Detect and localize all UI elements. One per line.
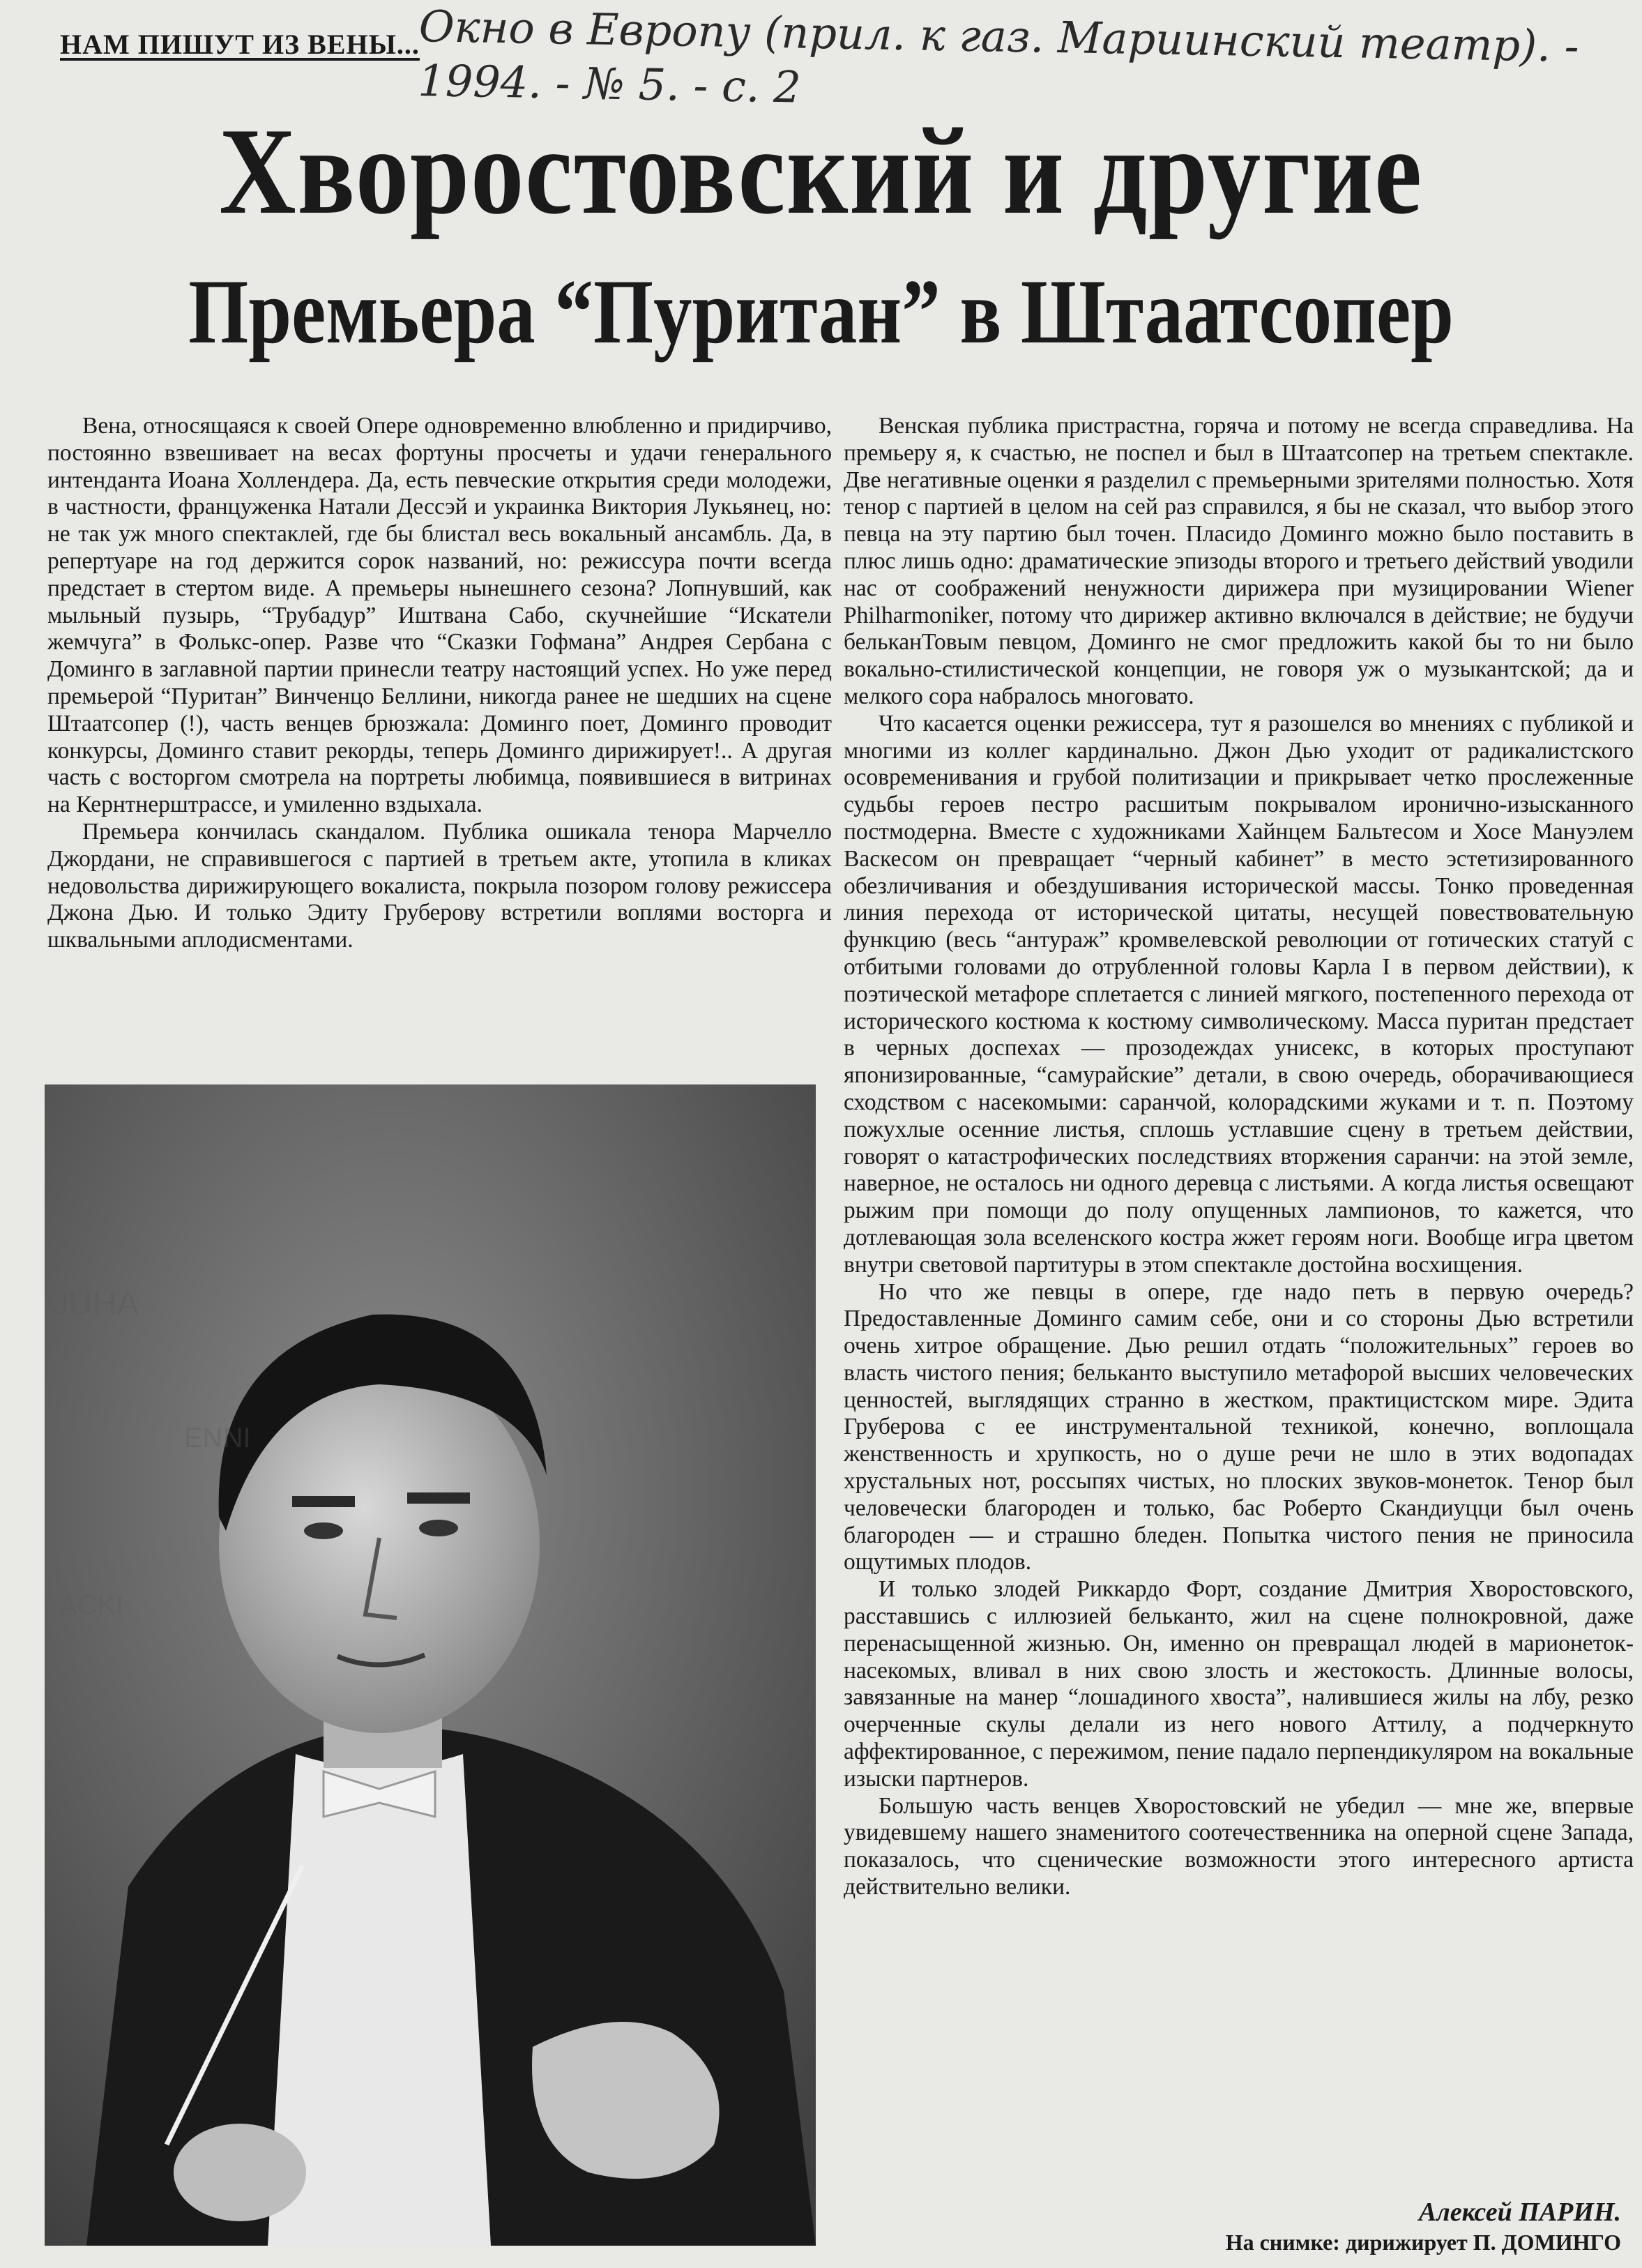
handwritten-note: Окно в Европу (прил. к газ. Мариинский театр). - 1994. - № 5. - с. 2 (417, 1, 1580, 113)
article-subtitle: Премьера “Пуритан” в Штаатсопер (188, 260, 1454, 363)
paragraph: Что касается оценки режиссера, тут я разошелся во мнениях с публикой и многими из коллег кардинально. Джон Дью уходит от радикалистского осовременивания и грубой политизации и прикрывает четко прослеженные судьбы героев пестро расшитым покрывалом иронично-изысканного постмодерна. Вместе с художниками Хайнцем Бальтесом и Хосе Мануэлем Васкесом он превращает “черный кабинет” в место эстетизированного обезличивания и обездушивания исторической массы. Тонко проведенная линия перехода от исторической цитаты, несущей повествовательную функцию (весь “антураж” кромвелевской революции от готических статуй с отбитыми головами до отрубленной головы Карла I в первом действии), к поэтической метафоре сплетается с линией мягкого, постепенного перехода от исторического костюма к костюму символическому. Масса пуритан предстает в черных доспехах — прозодеждах унисекс, в которых проступают японизированные, “самурайские” детали, в свою очередь, оборачивающиеся сходством с насекомыми: саранчой, колорадскими жуками и т. п. Поэтому пожухлые осенние листья, сплошь устлавшие сцену в третьем действии, говорят о катастрофических последствиях вторжения саранчи: на этой земле, наверное, не осталось ни одного деревца с листьями. А когда листья освещают рыжим при помощи до полу опущенных лампионов, то кажется, что дотлевающая зола вселенского костра жжет героям ноги. Вообще игра цветом внутри световой партитуры в этом спектакле достойна восхищения. (844, 710, 1634, 1278)
rubric: НАМ ПИШУТ ИЗ ВЕНЫ... (60, 29, 420, 60)
svg-text:JUHA: JUHA (52, 1285, 139, 1322)
paragraph: Венская публика пристрастна, горяча и потому не всегда справедлива. На премьеру я, к счастью, не поспел и был в Штаатсопер на третьем спектакле. Две негативные оценки я разделил с премьерными зрителями полностью. Хотя тенор с партией в целом на сей раз справился, я бы не сказал, что выбор этого певца на эту партию был точен. Пласидо Доминго можно было поставить в плюс лишь одно: драматические эпизоды второго и третьего действий уводили нас от соображений ненужности дирижера при музицировании Wiener Philharmoniker, потому что дирижер активно включался в действие; не будучи бельканТовым певцом, Доминго не смог предложить какой бы то ни было вокально-стилистической концепции, не говоря уж о музыкантской; да и мелкого сора набралось многовато. (844, 413, 1634, 709)
right-column (844, 413, 1634, 1901)
svg-text:ACKI: ACKI (59, 1590, 124, 1621)
paragraph: Большую часть венцев Хворостовский не убедил — мне же, впервые увидевшему нашего знаменитого соотечественника на оперной сцене Запада, показалось, что сценические возможности этого интересного артиста действительно велики. (844, 1792, 1634, 1900)
paragraph: Премьера кончилась скандалом. Публика ошикала тенора Марчелло Джордани, не справившегося с партией в третьем акте, утопила в кликах недовольства дирижирующего вокалиста, покрыла позором голову режиссера Джона Дью. И только Эдиту Груберову встретили воплями восторга и шквальными аплодисментами. (47, 818, 832, 953)
photo-illustration (45, 1084, 816, 2246)
article-title: Хворостовский и другие (219, 102, 1423, 240)
conductor-portrait-icon (45, 1084, 816, 2246)
photo-caption: На снимке: дирижирует П. ДОМИНГО (1225, 2230, 1621, 2255)
paragraph: Вена, относящаяся к своей Опере одновременно влюбленно и придирчиво, постоянно взвешивает на весах фортуны просчеты и удачи генерального интенданта Иоана Холлендера. Да, есть певческие открытия среди молодежи, в частности, француженка Натали Дессэй и украинка Виктория Лукьянец, но: не так уж много спектаклей, где бы блистал весь вокальный ансамбль. Да, в репертуаре на год держится сорок названий, но: режиссура почти всегда предстает в стертом виде. А премьеры нынешнего сезона? Лопнувший, как мыльный пузырь, “Трубадур” Иштвана Сабо, скучнейшие “Искатели жемчуга” в Фолькс-опер. Разве что “Сказки Гофмана” Андрея Сербана с Доминго в заглавной партии принесли театру настоящий успех. Но уже перед премьерой “Пуритан” Винченцо Беллини, никогда ранее не шедших на сцене Штаатсопер (!), часть венцев брюзжала: Доминго поет, Доминго проводит конкурсы, Доминго ставит рекорды, теперь Доминго дирижирует!.. А другая часть с восторгом смотрела на портреты любимца, появившиеся в витринах на Кернтнерштрассе, и умиленно вздыхала. (47, 413, 832, 818)
paragraph: Но что же певцы в опере, где надо петь в первую очередь? Предоставленные Доминго самим себе, они и со стороны Дью встретили очень хитрое обращение. Дью решил отдать “положительных” героев во власть чистого пения; бельканто выступило метафорой высших человеческих ценностей, выглядящих странно в жестком, практицистском мире. Эдита Груберова с ее инструментальной техникой, конечно, воплощала женственность и хрупкость, но о душе речи не шло в этих водопадах хрустальных нот, россыпях чистых, но плоских звуков-монеток. Тенор был человечески благороден и только, бас Роберто Скандиуцци был очень благороден — и страшно бледен. Попытка чистого пения не приносила ощутимых плодов. (844, 1278, 1634, 1575)
author-byline: Алексей ПАРИН. (1418, 2198, 1621, 2227)
paragraph: И только злодей Риккардо Форт, создание Дмитрия Хворостовского, расставшись с иллюзией бельканто, жил на сцене полнокровной, даже перенасыщенной жизнью. Он, именно он превращал людей в марионеток-насекомых, вливал в них свою злость и жестокость. Длинные волосы, завязанные на манер “лошадиного хвоста”, налившиеся жилы на лбу, резко очерченные скулы делали из него нового Аттилу, а подчеркнуто аффектированное, с пережимом, пение падало перпендикуляром на вокальные изыски партнеров. (844, 1576, 1634, 1792)
left-column (47, 413, 832, 954)
svg-text:ENNI: ENNI (184, 1423, 251, 1453)
